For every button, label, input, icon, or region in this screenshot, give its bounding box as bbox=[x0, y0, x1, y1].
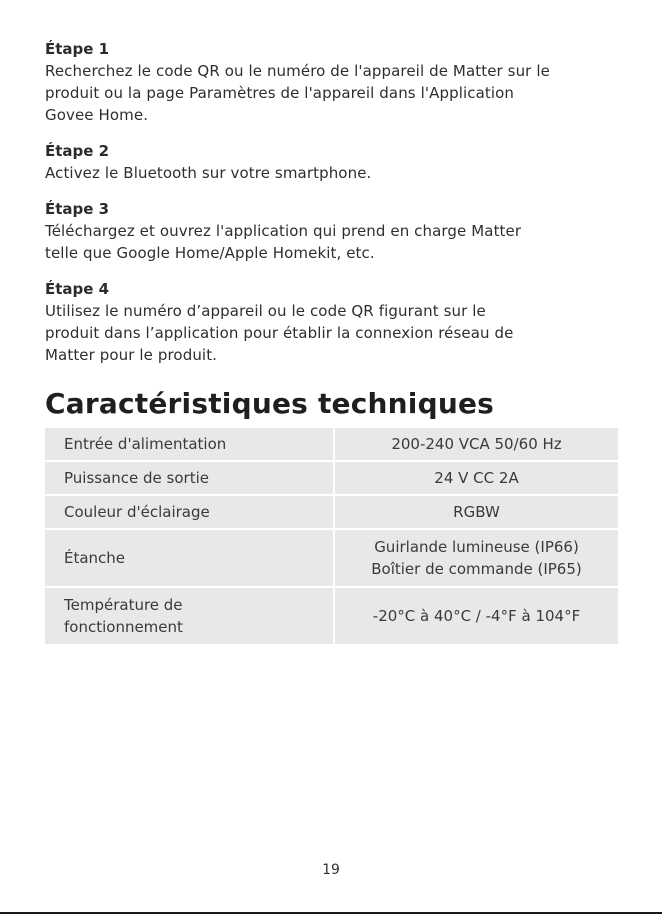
step-text bbox=[45, 162, 620, 184]
step-line: Govee Home. bbox=[45, 106, 149, 124]
step-text bbox=[45, 220, 620, 264]
instructions-content bbox=[45, 38, 620, 422]
table-row bbox=[45, 496, 618, 530]
table-row bbox=[45, 530, 618, 588]
spec-value-text: 24 V CC 2A bbox=[434, 469, 519, 487]
spec-label bbox=[45, 428, 335, 462]
table-row bbox=[45, 428, 618, 462]
step-3 bbox=[45, 198, 620, 264]
step-line: produit ou la page Paramètres de l'appareil dans l'Application bbox=[45, 84, 514, 102]
spec-value bbox=[335, 588, 618, 646]
step-line: Recherchez le code QR ou le numéro de l'appareil de Matter sur le bbox=[45, 62, 550, 80]
spec-label bbox=[45, 530, 335, 588]
step-title: Étape 2 bbox=[45, 142, 110, 160]
section-title: Caractéristiques techniques bbox=[45, 387, 495, 420]
spec-value bbox=[335, 496, 618, 530]
step-title: Étape 1 bbox=[45, 40, 110, 58]
spec-label bbox=[45, 462, 335, 496]
spec-value-text: Boîtier de commande (IP65) bbox=[371, 560, 582, 578]
spec-label-text: Étanche bbox=[64, 549, 126, 567]
spec-label bbox=[45, 588, 335, 646]
step-line: produit dans l’application pour établir la connexion réseau de bbox=[45, 324, 514, 342]
step-title: Étape 4 bbox=[45, 280, 110, 298]
spec-value bbox=[335, 462, 618, 496]
step-line: Téléchargez et ouvrez l'application qui prend en charge Matter bbox=[45, 222, 522, 240]
spec-value bbox=[335, 530, 618, 588]
step-4 bbox=[45, 278, 620, 366]
spec-value bbox=[335, 428, 618, 462]
step-2 bbox=[45, 140, 620, 184]
spec-value-text: Guirlande lumineuse (IP66) bbox=[374, 538, 579, 556]
step-line: Activez le Bluetooth sur votre smartphone. bbox=[45, 164, 372, 182]
table-row bbox=[45, 588, 618, 646]
step-line: telle que Google Home/Apple Homekit, etc. bbox=[45, 244, 375, 262]
page-number: 19 bbox=[322, 862, 340, 878]
spec-label-text: fonctionnement bbox=[64, 618, 183, 636]
spec-label-text: Température de bbox=[64, 596, 183, 614]
spec-label-text: Couleur d'éclairage bbox=[64, 503, 210, 521]
step-line: Matter pour le produit. bbox=[45, 346, 218, 364]
specs-table bbox=[45, 428, 618, 646]
step-line: Utilisez le numéro d’appareil ou le code QR figurant sur le bbox=[45, 302, 486, 320]
spec-value-text: RGBW bbox=[453, 503, 500, 521]
spec-value-text: 200-240 VCA 50/60 Hz bbox=[391, 435, 562, 453]
spec-value-text: -20°C à 40°C / -4°F à 104°F bbox=[372, 607, 581, 625]
step-title: Étape 3 bbox=[45, 200, 110, 218]
table-row bbox=[45, 462, 618, 496]
step-text bbox=[45, 300, 620, 366]
step-1 bbox=[45, 38, 620, 126]
spec-label-text: Puissance de sortie bbox=[64, 469, 209, 487]
step-text bbox=[45, 60, 620, 126]
spec-label bbox=[45, 496, 335, 530]
spec-label-text: Entrée d'alimentation bbox=[64, 435, 227, 453]
